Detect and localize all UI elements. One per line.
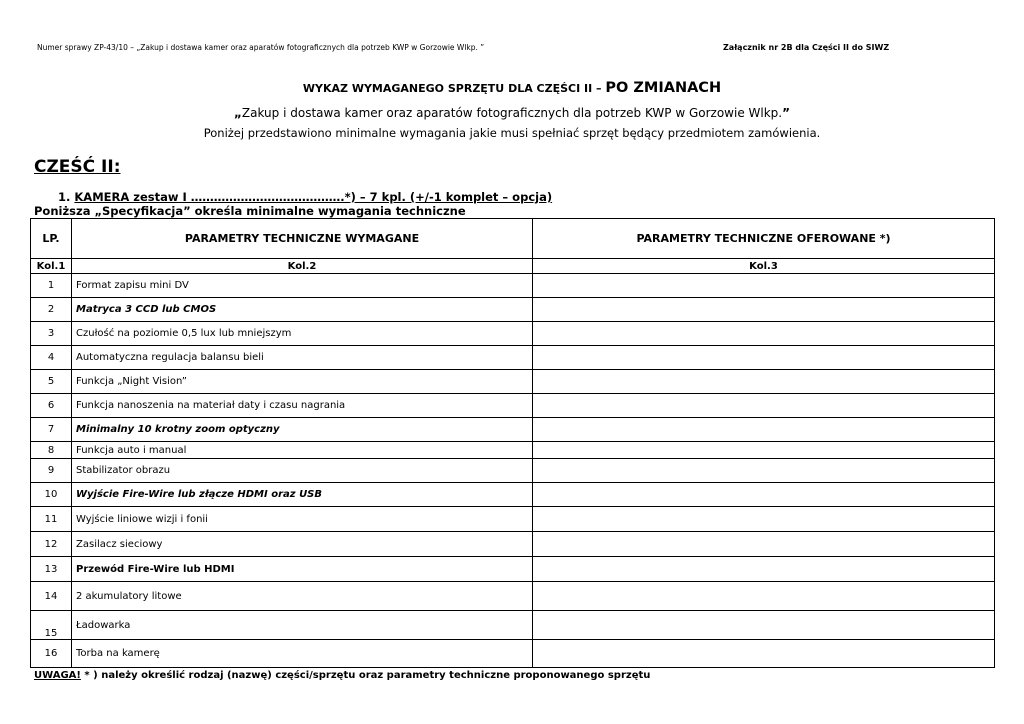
row-offered[interactable]: [533, 582, 995, 611]
row-offered[interactable]: [533, 640, 995, 668]
subtitle-open-quote: „: [234, 106, 242, 120]
row-offered[interactable]: [533, 418, 995, 442]
row-param: Funkcja „Night Vision”: [72, 370, 533, 394]
row-param: Stabilizator obrazu: [72, 459, 533, 483]
table-row: [31, 507, 995, 532]
table-row: [31, 582, 995, 611]
row-offered[interactable]: [533, 394, 995, 418]
row-lp: 2: [31, 298, 72, 322]
row-lp: 6: [31, 394, 72, 418]
row-lp: 9: [31, 459, 72, 483]
row-lp: 5: [31, 370, 72, 394]
table-row: [31, 346, 995, 370]
row-offered[interactable]: [533, 346, 995, 370]
row-offered[interactable]: [533, 483, 995, 507]
spec-note: Poniższa „Specyfikacja” określa minimalne wymagania techniczne: [34, 204, 466, 218]
table-row: [31, 442, 995, 459]
subtitle: [0, 106, 1024, 120]
row-param: Czułość na poziomie 0,5 lux lub mniejszym: [72, 322, 533, 346]
row-lp: 7: [31, 418, 72, 442]
row-lp: 15: [31, 611, 72, 640]
row-param: Wyjście Fire-Wire lub złącze HDMI oraz USB: [72, 483, 533, 507]
table-row: [31, 394, 995, 418]
subtitle-close-quote: ”: [782, 106, 790, 120]
intro-text: Poniżej przedstawiono minimalne wymagania jakie musi spełniać sprzęt będący przedmiotem zamówienia.: [203, 126, 821, 140]
footnote-label: UWAGA!: [34, 670, 81, 681]
row-lp: 4: [31, 346, 72, 370]
title-main: WYKAZ WYMAGANEGO SPRZĘTU DLA CZĘŚCI II –: [302, 82, 606, 95]
table-row: [31, 370, 995, 394]
footnote-text: * ) należy określić rodzaj (nazwę) części/sprzętu oraz parametry techniczne proponowanego sprzętu: [80, 670, 651, 681]
row-offered[interactable]: [533, 557, 995, 582]
table-row: [31, 532, 995, 557]
col-label-3: Kol.3: [533, 259, 995, 274]
row-lp: 1: [31, 274, 72, 298]
table-row: [31, 557, 995, 582]
row-lp: 12: [31, 532, 72, 557]
row-param: Zasilacz sieciowy: [72, 532, 533, 557]
table-row: [31, 274, 995, 298]
table-header-row: [31, 219, 995, 259]
row-offered[interactable]: [533, 507, 995, 532]
row-offered[interactable]: [533, 459, 995, 483]
footnote: [34, 670, 650, 681]
header-offered: PARAMETRY TECHNICZNE OFEROWANE *): [533, 219, 995, 259]
row-lp: 11: [31, 507, 72, 532]
row-param: 2 akumulatory litowe: [72, 582, 533, 611]
row-param: Ładowarka: [72, 611, 533, 640]
row-lp: 3: [31, 322, 72, 346]
row-lp: 8: [31, 442, 72, 459]
item-number: 1.: [58, 190, 71, 204]
table-row: [31, 483, 995, 507]
row-lp: 14: [31, 582, 72, 611]
row-offered[interactable]: [533, 370, 995, 394]
row-param: Automatyczna regulacja balansu bieli: [72, 346, 533, 370]
col-label-2: Kol.2: [72, 259, 533, 274]
row-lp: 13: [31, 557, 72, 582]
table-row: [31, 611, 995, 640]
table-row: [31, 298, 995, 322]
document-title: [0, 80, 1024, 96]
row-param: Przewód Fire-Wire lub HDMI: [72, 557, 533, 582]
row-param: Funkcja auto i manual: [72, 442, 533, 459]
row-param: Minimalny 10 krotny zoom optyczny: [72, 418, 533, 442]
attachment-label: Załącznik nr 2B dla Części II do SIWZ: [723, 43, 890, 52]
row-offered[interactable]: [533, 611, 995, 640]
row-param: Funkcja nanoszenia na materiał daty i czasu nagrania: [72, 394, 533, 418]
row-param: Wyjście liniowe wizji i fonii: [72, 507, 533, 532]
column-label-row: [31, 259, 995, 274]
row-lp: 16: [31, 640, 72, 668]
row-lp: 10: [31, 483, 72, 507]
item-text: KAMERA zestaw I ………………………………….*) – 7 kpl. (+/-1 komplet – opcja): [74, 190, 553, 204]
row-offered[interactable]: [533, 532, 995, 557]
table-row: [31, 459, 995, 483]
row-offered[interactable]: [533, 274, 995, 298]
table-row: [31, 640, 995, 668]
case-number-header: Numer sprawy ZP-43/10 – „Zakup i dostawa kamer oraz aparatów fotograficznych dla potrzeb KWP w Gorzowie Wlkp. ”: [37, 43, 485, 52]
item-heading: [58, 190, 552, 204]
header-lp: LP.: [31, 219, 72, 259]
row-param: Torba na kamerę: [72, 640, 533, 668]
subtitle-text: Zakup i dostawa kamer oraz aparatów fotograficznych dla potrzeb KWP w Gorzowie Wlkp.: [241, 106, 783, 120]
row-param: Format zapisu mini DV: [72, 274, 533, 298]
header-required: PARAMETRY TECHNICZNE WYMAGANE: [72, 219, 533, 259]
row-offered[interactable]: [533, 322, 995, 346]
title-highlight: PO ZMIANACH: [605, 80, 722, 96]
table-row: [31, 322, 995, 346]
table-row: [31, 418, 995, 442]
row-offered[interactable]: [533, 298, 995, 322]
col-label-1: Kol.1: [31, 259, 72, 274]
row-offered[interactable]: [533, 442, 995, 459]
section-title: CZEŚĆ II:: [34, 157, 121, 177]
row-param: Matryca 3 CCD lub CMOS: [72, 298, 533, 322]
requirements-table: [30, 218, 995, 668]
